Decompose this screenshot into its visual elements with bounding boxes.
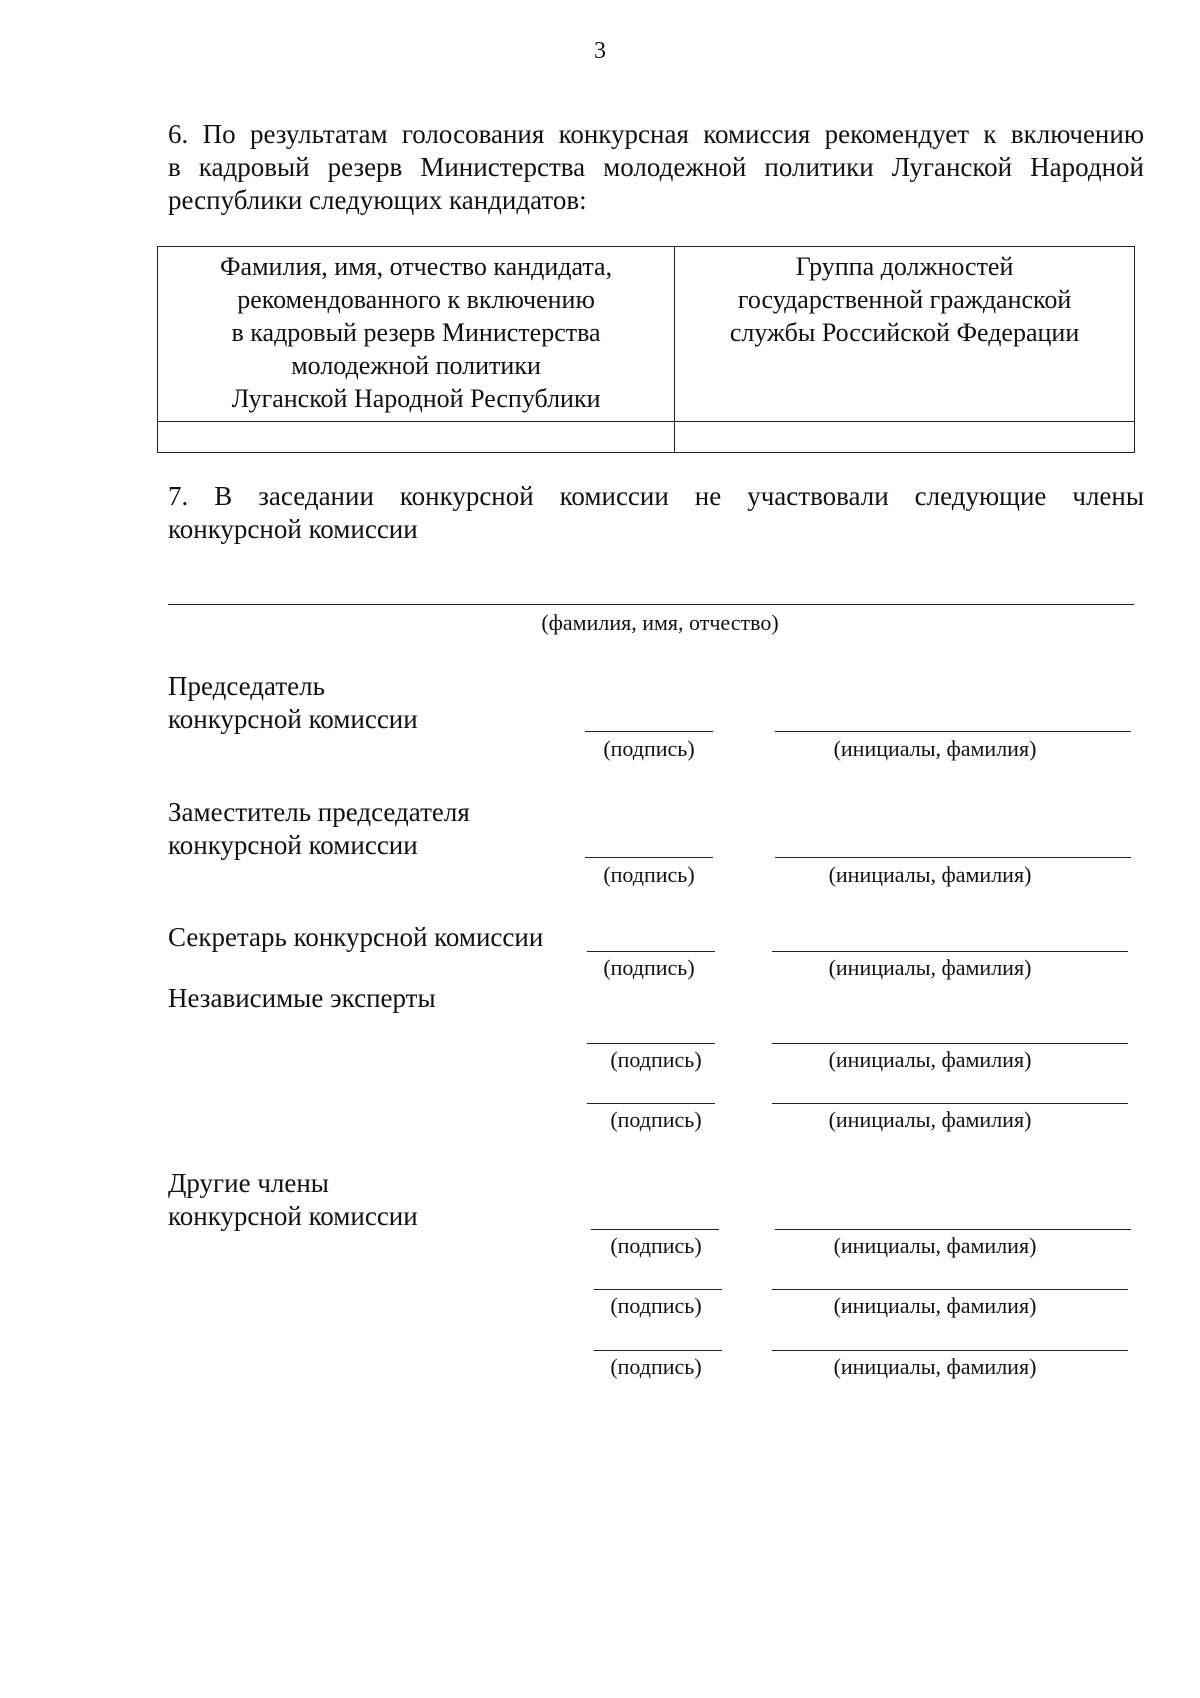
label-line: конкурсной комиссии: [168, 830, 418, 860]
header-line: службы Российской Федерации: [729, 318, 1080, 347]
table-header-position-group: [675, 247, 1135, 422]
signature-caption: (подпись): [610, 1047, 702, 1072]
secretary-label: Секретарь конкурсной комиссии: [168, 922, 544, 952]
section-6-line: 6. По результатам голосования конкурсная комиссия рекомендует к включению: [168, 119, 1144, 149]
fio-caption: (фамилия, имя, отчество): [541, 610, 779, 635]
section-6-line: в кадровый резерв Министерства молодежной политики Луганской Народной: [168, 152, 1144, 182]
header-line: Группа должностей: [795, 252, 1014, 281]
signature-caption: (подпись): [610, 1293, 702, 1318]
deputy-name-line: [775, 857, 1131, 858]
label-line: Заместитель председателя: [168, 797, 470, 827]
expert-1-name-line: [772, 1043, 1128, 1044]
experts-label: Независимые эксперты: [168, 983, 436, 1013]
expert-2-signature-line: [587, 1103, 715, 1104]
header-line: в кадровый резерв Министерства: [231, 318, 601, 347]
deputy-signature-line: [585, 857, 713, 858]
deputy-label: [168, 796, 470, 862]
name-caption: (инициалы, фамилия): [828, 1107, 1032, 1132]
other-1-signature-line: [591, 1229, 719, 1230]
label-line: Другие члены: [168, 1168, 329, 1198]
name-caption: (инициалы, фамилия): [828, 955, 1032, 980]
signature-caption: (подпись): [610, 1107, 702, 1132]
section-7-line: конкурсной комиссии: [168, 514, 418, 544]
secretary-name-line: [772, 951, 1128, 952]
secretary-signature-line: [587, 951, 715, 952]
chair-label: [168, 670, 418, 736]
signature-caption: (подпись): [603, 736, 695, 761]
other-2-name-line: [772, 1289, 1128, 1290]
header-line: молодежной политики: [291, 351, 541, 380]
table-cell-candidate: [158, 422, 675, 453]
candidates-table: [157, 246, 1135, 453]
page-number: 3: [594, 38, 606, 64]
label-line: Председатель: [168, 671, 325, 701]
name-caption: (инициалы, фамилия): [828, 1047, 1032, 1072]
absent-members-line: [168, 604, 1134, 605]
header-line: рекомендованного к включению: [237, 285, 595, 314]
label-line: конкурсной комиссии: [168, 704, 418, 734]
other-2-signature-line: [594, 1289, 722, 1290]
header-line: Луганской Народной Республики: [231, 384, 601, 413]
other-1-name-line: [775, 1229, 1131, 1230]
name-caption: (инициалы, фамилия): [828, 862, 1032, 887]
name-caption: (инициалы, фамилия): [833, 1293, 1037, 1318]
signature-caption: (подпись): [603, 862, 695, 887]
section-6-paragraph: [168, 118, 1144, 217]
table-cell-position-group: [675, 422, 1135, 453]
expert-2-name-line: [772, 1103, 1128, 1104]
section-6-line: республики следующих кандидатов:: [168, 185, 587, 215]
chair-name-line: [775, 731, 1131, 732]
name-caption: (инициалы, фамилия): [833, 1354, 1037, 1379]
chair-signature-line: [585, 731, 713, 732]
name-caption: (инициалы, фамилия): [833, 1233, 1037, 1258]
table-header-row: [158, 247, 1135, 422]
other-3-name-line: [772, 1350, 1128, 1351]
other-members-label: [168, 1167, 418, 1233]
table-header-candidate: [158, 247, 675, 422]
other-3-signature-line: [594, 1350, 722, 1351]
signature-caption: (подпись): [610, 1354, 702, 1379]
section-7-line: 7. В заседании конкурсной комиссии не участвовали следующие члены: [168, 481, 1144, 511]
header-line: Фамилия, имя, отчество кандидата,: [220, 252, 613, 281]
expert-1-signature-line: [587, 1043, 715, 1044]
signature-caption: (подпись): [610, 1233, 702, 1258]
table-row: [158, 422, 1135, 453]
section-7-paragraph: [168, 480, 1144, 546]
header-line: государственной гражданской: [737, 285, 1072, 314]
name-caption: (инициалы, фамилия): [833, 736, 1037, 761]
label-line: конкурсной комиссии: [168, 1201, 418, 1231]
signature-caption: (подпись): [603, 955, 695, 980]
